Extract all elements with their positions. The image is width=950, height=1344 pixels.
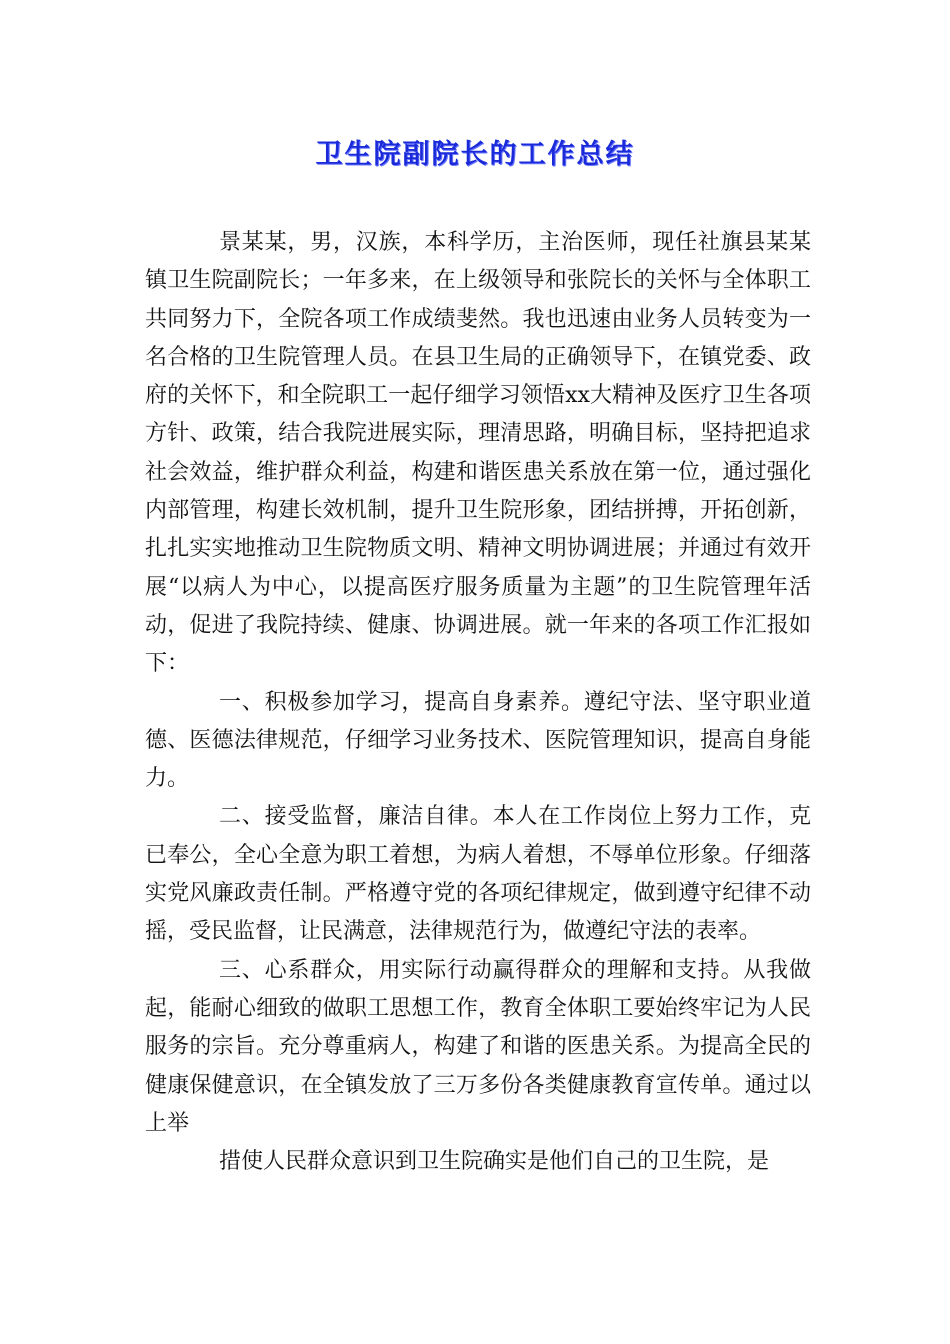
- document-title: 卫生院副院长的工作总结: [315, 139, 635, 170]
- paragraph-section-2: 二、接受监督，廉洁自律。本人在工作岗位上努力工作，克已奉公，全心全意为职工着想，为病人着想，不辱单位形象。仔细落实党风廉政责任制。严格遵守党的各项纪律规定，做到遵守纪律不动摇，受民监督，让民满意，法律规范行为，做遵纪守法的表率。: [145, 804, 811, 945]
- paragraph-intro: 景某某，男，汉族，本科学历，主治医师，现任社旗县某某镇卫生院副院长；一年多来，在上级领导和张院长的关怀与全体职工共同努力下，全院各项工作成绩斐然。我也迅速由业务人员转变为一名合格的卫生院管理人员。在县卫生局的正确领导下，在镇党委、政府的关怀下，和全院职工一起仔细学习领悟xx大精神及医疗卫生各项方针、政策，结合我院进展实际，理清思路，明确目标，坚持把追求社会效益，维护群众利益，构建和谐医患关系放在第一位，通过强化内部管理，构建长效机制，提升卫生院形象，团结拼搏，开拓创新，扎扎实实地推动卫生院物质文明、精神文明协调进展；并通过有效开展“以病人为中心，以提高医疗服务质量为主题”的卫生院管理年活动，促进了我院持续、健康、协调进展。就一年来的各项工作汇报如下：: [145, 230, 811, 677]
- paragraph-section-1: 一、积极参加学习，提高自身素养。遵纪守法、坚守职业道德、医德法律规范，仔细学习业务技术、医院管理知识，提高自身能力。: [145, 689, 811, 792]
- paragraph-continued: 措使人民群众意识到卫生院确实是他们自己的卫生院，是: [219, 1149, 770, 1175]
- paragraph-section-3: 三、心系群众，用实际行动赢得群众的理解和支持。从我做起，能耐心细致的做职工思想工作，教育全体职工要始终牢记为人民服务的宗旨。充分尊重病人，构建了和谐的医患关系。为提高全民的健康保健意识，在全镇发放了三万多份各类健康教育宣传单。通过以上举: [145, 957, 811, 1136]
- document-body: [145, 224, 811, 1181]
